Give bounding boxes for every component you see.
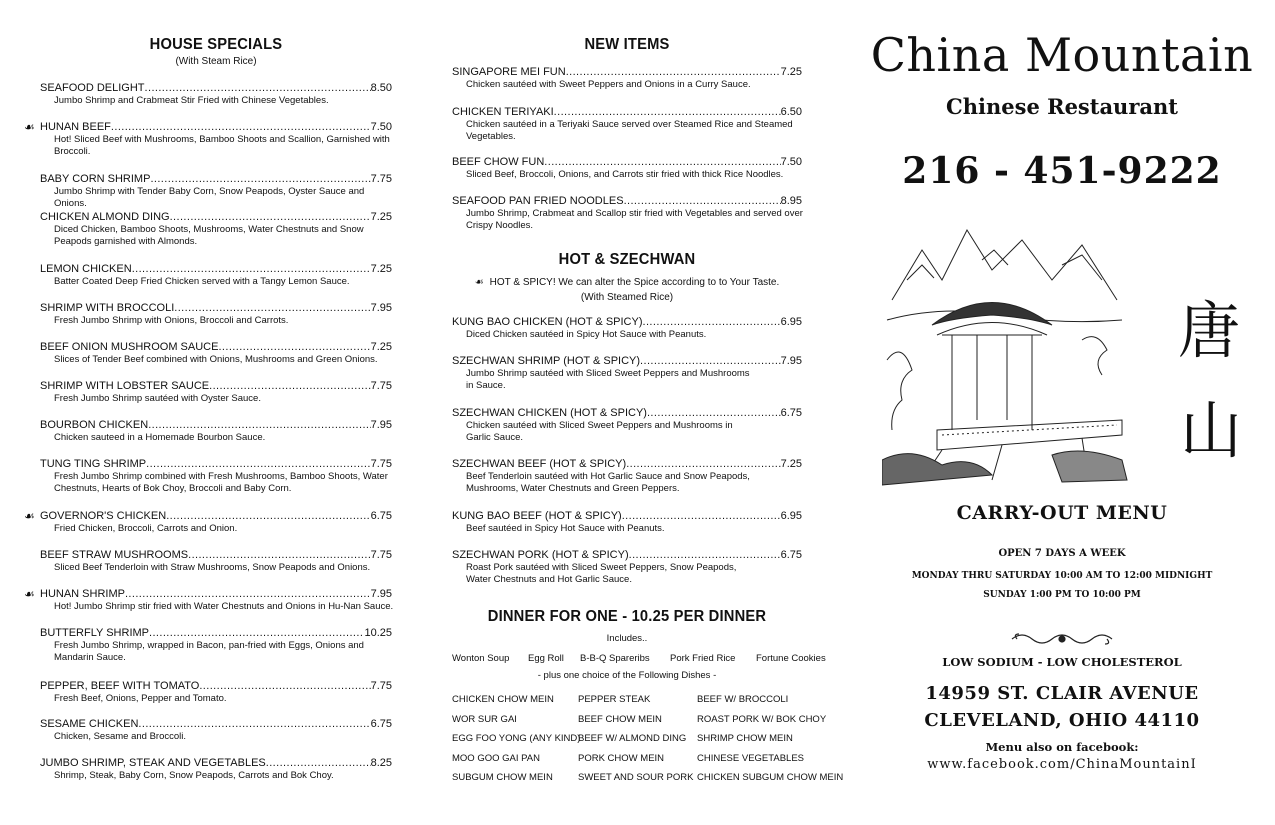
dinner-dish-option: SWEET AND SOUR PORK xyxy=(578,772,694,783)
menu-item-description: Chicken sautéed with Sliced Sweet Peppers and Mushrooms in Garlic Sauce. xyxy=(466,420,733,443)
menu-item-description: Chicken sautéed with Sweet Peppers and Onions in a Curry Sauce. xyxy=(466,79,751,90)
menu-item-price: 7.25 xyxy=(370,341,392,353)
menu-item xyxy=(40,302,392,327)
leader-dots xyxy=(566,66,781,79)
address-line1: 14959 ST. CLAIR AVENUE xyxy=(925,683,1199,704)
menu-item xyxy=(40,263,392,288)
menu-item xyxy=(40,341,392,366)
menu-item xyxy=(40,211,392,248)
health-note: LOW SODIUM - LOW CHOLESTEROL xyxy=(942,655,1182,669)
dinner-dish-option: CHICKEN SUBGUM CHOW MEIN xyxy=(697,772,844,783)
menu-item-line xyxy=(40,82,392,95)
menu-item xyxy=(452,66,802,91)
leader-dots xyxy=(199,680,370,693)
menu-item-name: KUNG BAO CHICKEN (HOT & SPICY) xyxy=(452,316,643,328)
leader-dots xyxy=(266,757,371,770)
menu-item xyxy=(452,195,802,232)
hours-sunday: SUNDAY 1:00 PM TO 10:00 PM xyxy=(983,590,1141,600)
menu-item-description: Shrimp, Steak, Baby Corn, Snow Peapods, Carrots and Bok Choy. xyxy=(54,770,334,781)
menu-item-name: SHRIMP WITH LOBSTER SAUCE xyxy=(40,380,210,392)
menu-item xyxy=(452,156,802,181)
menu-item xyxy=(40,419,392,444)
menu-item-name: SEAFOOD DELIGHT xyxy=(40,82,145,94)
menu-item-line xyxy=(40,380,392,393)
menu-item-line xyxy=(40,549,392,562)
dinner-dish-option: WOR SUR GAI xyxy=(452,713,517,725)
hours-weekday: MONDAY THRU SATURDAY 10:00 AM TO 12:00 MIDNIGHT xyxy=(911,571,1213,581)
dinner-for-one-title: DINNER FOR ONE - 10.25 PER DINNER xyxy=(487,608,767,625)
menu-item-description: Fresh Jumbo Shrimp with Onions, Broccoli and Carrots. xyxy=(54,315,289,326)
menu-item-price: 7.75 xyxy=(370,680,392,692)
menu-item-price: 6.95 xyxy=(780,316,802,328)
menu-item-name: TUNG TING SHRIMP xyxy=(40,458,147,470)
menu-item-price: 7.50 xyxy=(780,156,802,168)
dinner-side-item: Wonton Soup xyxy=(452,653,510,664)
menu-item-line xyxy=(40,302,392,315)
menu-item-name: BUTTERFLY SHRIMP xyxy=(40,627,149,639)
leader-dots xyxy=(132,263,371,276)
menu-item-description: Jumbo Shrimp with Tender Baby Corn, Snow Peapods, Oyster Sauce and Onions. xyxy=(54,186,365,209)
menu-item xyxy=(452,549,802,586)
leader-dots xyxy=(209,380,370,393)
menu-item-description: Fresh Beef, Onions, Pepper and Tomato. xyxy=(54,693,227,704)
menu-item-line xyxy=(40,510,392,523)
dinner-dish-option: PORK CHOW MEIN xyxy=(578,752,665,764)
restaurant-tagline: Chinese Restaurant xyxy=(946,94,1178,119)
leader-dots xyxy=(166,510,370,523)
pepper-icon: ☙ xyxy=(24,587,35,601)
scroll-ornament-icon xyxy=(1007,630,1117,648)
menu-item-price: 7.25 xyxy=(370,211,392,223)
dinner-dish-option: BEEF CHOW MEIN xyxy=(578,713,662,725)
menu-item xyxy=(452,106,802,143)
menu-item-name: SZECHWAN SHRIMP (HOT & SPICY) xyxy=(452,355,641,367)
dinner-dish-option: PEPPER STEAK xyxy=(578,694,651,705)
menu-item-line xyxy=(452,407,802,420)
menu-item-price: 6.95 xyxy=(780,510,802,522)
menu-item-name: PEPPER, BEEF WITH TOMATO xyxy=(40,680,200,692)
menu-item xyxy=(452,458,802,495)
menu-item-price: 6.75 xyxy=(780,549,802,561)
dinner-includes: Includes.. xyxy=(606,633,648,644)
dinner-dish-option: EGG FOO YONG (ANY KIND) xyxy=(452,733,581,744)
menu-item-line xyxy=(452,355,802,368)
menu-item xyxy=(40,173,392,210)
menu-item-price: 8.50 xyxy=(370,82,392,94)
house-specials-title: HOUSE SPECIALS xyxy=(149,36,283,53)
dinner-dish-option: ROAST PORK W/ BOK CHOY xyxy=(697,713,827,725)
menu-item-description: Jumbo Shrimp sautéed with Sliced Sweet Peppers and Mushrooms in Sauce. xyxy=(466,368,750,391)
menu-item-line xyxy=(40,211,392,224)
menu-item-price: 7.50 xyxy=(370,121,392,133)
menu-item-name: BEEF STRAW MUSHROOMS xyxy=(40,549,189,561)
menu-item-name: SHRIMP WITH BROCCOLI xyxy=(40,302,175,314)
leader-dots xyxy=(170,211,371,224)
menu-item-line xyxy=(40,419,392,432)
menu-item-price: 7.95 xyxy=(780,355,802,367)
leader-dots xyxy=(643,316,781,329)
menu-item-price: 7.25 xyxy=(780,458,802,470)
menu-item-name: CHICKEN ALMOND DING xyxy=(40,211,170,223)
leader-dots xyxy=(188,549,370,562)
dinner-side-item: Egg Roll xyxy=(528,653,564,664)
menu-item-description: Sliced Beef, Broccoli, Onions, and Carrots stir fried with thick Rice Noodles. xyxy=(466,169,784,180)
menu-item-price: 7.95 xyxy=(370,419,392,431)
menu-item xyxy=(452,407,802,444)
menu-item xyxy=(24,509,392,535)
restaurant-name: China Mountain xyxy=(870,28,1254,82)
leader-dots xyxy=(622,510,781,523)
phone-number: 216 - 451-9222 xyxy=(902,150,1222,192)
dinner-dish-option: SHRIMP CHOW MEIN xyxy=(697,733,793,744)
hot-szechwan-title: HOT & SZECHWAN xyxy=(558,251,696,268)
menu-item-name: GOVERNOR'S CHICKEN xyxy=(40,510,167,522)
dinner-dish-option: CHICKEN CHOW MEIN xyxy=(452,694,554,705)
menu-item-name: BEEF ONION MUSHROOM SAUCE xyxy=(40,341,219,353)
menu-item-price: 7.95 xyxy=(370,302,392,314)
menu-item-price: 7.75 xyxy=(370,173,392,185)
menu-item-description: Hot! Jumbo Shrimp stir fried with Water Chestnuts and Onions in Hu-Nan Sauce. xyxy=(54,601,394,612)
menu-item-name: BEEF CHOW FUN xyxy=(452,156,545,168)
menu-item-line xyxy=(40,458,392,471)
leader-dots xyxy=(111,121,371,134)
dinner-dish-option: CHINESE VEGETABLES xyxy=(697,752,804,764)
menu-item-line xyxy=(452,549,802,562)
menu-item-price: 7.75 xyxy=(370,380,392,392)
menu-type: CARRY-OUT MENU xyxy=(956,502,1168,524)
house-specials-subtitle: (With Steam Rice) xyxy=(175,56,257,67)
dinner-dish-option: SUBGUM CHOW MEIN xyxy=(452,772,553,783)
hours-headline: OPEN 7 DAYS A WEEK xyxy=(998,548,1126,559)
menu-item-price: 7.95 xyxy=(370,588,392,600)
menu-item-description: Fried Chicken, Broccoli, Carrots and Onion. xyxy=(54,523,238,534)
menu-item-line xyxy=(40,341,392,354)
menu-item-description: Diced Chicken sautéed in Spicy Hot Sauce with Peanuts. xyxy=(466,329,707,340)
menu-item-description: Jumbo Shrimp and Crabmeat Stir Fried with Chinese Vegetables. xyxy=(54,95,329,106)
menu-item xyxy=(40,680,392,705)
dinner-dish-option: BEEF W/ BROCCOLI xyxy=(697,694,789,705)
pepper-icon: ☙ xyxy=(24,509,35,523)
dinner-dishes-grid xyxy=(452,694,842,794)
dinner-side-item: Pork Fried Rice xyxy=(670,653,736,664)
menu-item-price: 6.50 xyxy=(780,106,802,118)
menu-item-price: 7.25 xyxy=(370,263,392,275)
menu-item xyxy=(40,380,392,405)
pepper-icon: ☙ xyxy=(474,277,484,288)
menu-item-name: LEMON CHICKEN xyxy=(40,263,132,275)
menu-item-description: Batter Coated Deep Fried Chicken served with a Tangy Lemon Sauce. xyxy=(54,276,350,287)
menu-item-name: BABY CORN SHRIMP xyxy=(40,173,151,185)
leader-dots xyxy=(149,627,364,640)
hot-szechwan-note-text: HOT & SPICY! We can alter the Spice according to to Your Taste. xyxy=(489,277,780,288)
dinner-side-item: B-B-Q Spareribs xyxy=(580,653,650,664)
leader-dots xyxy=(624,195,781,208)
leader-dots xyxy=(174,302,370,315)
facebook-url[interactable]: www.facebook.com/ChinaMountainI xyxy=(927,757,1197,772)
chinese-char-shan: 山 xyxy=(1180,394,1243,467)
menu-item-name: BOURBON CHICKEN xyxy=(40,419,149,431)
menu-item-line xyxy=(452,106,802,119)
dinner-side-item: Fortune Cookies xyxy=(756,653,826,664)
leader-dots xyxy=(138,718,370,731)
menu-item-description: Fresh Jumbo Shrimp combined with Fresh Mushrooms, Bamboo Shoots, Water Chestnuts, Hearts of Bok Choy, Broccoli and Baby Corn. xyxy=(54,471,388,494)
menu-item-description: Beef Tenderloin sautéed with Hot Garlic Sauce and Snow Peapods, Mushrooms, Water Chestnuts and Green Peppers. xyxy=(466,471,750,494)
menu-item xyxy=(40,549,392,574)
menu-item-name: SEAFOOD PAN FRIED NOODLES xyxy=(452,195,624,207)
menu-item-price: 7.25 xyxy=(780,66,802,78)
menu-item-name: HUNAN SHRIMP xyxy=(40,588,125,600)
menu-item-description: Beef sautéed in Spicy Hot Sauce with Peanuts. xyxy=(466,523,665,534)
menu-item-price: 7.75 xyxy=(370,458,392,470)
menu-item-line xyxy=(40,718,392,731)
hot-szechwan-subtitle: (With Steamed Rice) xyxy=(580,292,674,303)
leader-dots xyxy=(146,458,370,471)
menu-item-line xyxy=(452,195,802,208)
leader-dots xyxy=(125,588,371,601)
menu-item-line xyxy=(452,66,802,79)
menu-item xyxy=(40,458,392,495)
menu-item-name: HUNAN BEEF xyxy=(40,121,111,133)
pagoda-landscape-illustration xyxy=(882,210,1132,490)
facebook-note: Menu also on facebook: xyxy=(985,740,1139,754)
dinner-sides-row xyxy=(452,653,826,667)
menu-item-line xyxy=(40,757,392,770)
menu-item xyxy=(24,587,394,613)
leader-dots xyxy=(554,106,781,119)
menu-item-price: 6.75 xyxy=(370,510,392,522)
menu-item xyxy=(452,316,802,341)
menu-item-line xyxy=(452,458,802,471)
menu-item xyxy=(24,120,392,158)
dinner-choice-note: - plus one choice of the Following Dishes - xyxy=(537,670,717,681)
leader-dots xyxy=(145,82,371,95)
menu-item-line xyxy=(40,588,392,601)
menu-item-line xyxy=(40,263,392,276)
menu-item-line xyxy=(40,680,392,693)
menu-item-name: JUMBO SHRIMP, STEAK AND VEGETABLES xyxy=(40,757,266,769)
menu-item-line xyxy=(452,156,802,169)
menu-item-name: SZECHWAN CHICKEN (HOT & SPICY) xyxy=(452,407,647,419)
menu-item-description: Jumbo Shrimp, Crabmeat and Scallop stir fried with Vegetables and served over Crispy Noodles. xyxy=(466,208,803,231)
menu-item-name: SZECHWAN PORK (HOT & SPICY) xyxy=(452,549,629,561)
hot-szechwan-note xyxy=(452,277,802,288)
menu-item-description: Slices of Tender Beef combined with Onions, Mushrooms and Green Onions. xyxy=(54,354,378,365)
menu-item-price: 7.75 xyxy=(370,549,392,561)
menu-item xyxy=(40,627,392,664)
menu-item xyxy=(452,510,802,535)
menu-item-description: Chicken sauteed in a Homemade Bourbon Sauce. xyxy=(54,432,266,443)
menu-item-description: Fresh Jumbo Shrimp, wrapped in Bacon, pan-fried with Eggs, Onions and Mandarin Sauce. xyxy=(54,640,364,663)
leader-dots xyxy=(647,407,781,420)
menu-item-line xyxy=(40,173,392,186)
dinner-dish-option: MOO GOO GAI PAN xyxy=(452,752,540,764)
dinner-dish-option: BEEF W/ ALMOND DING xyxy=(578,733,687,744)
menu-item-price: 8.95 xyxy=(780,195,802,207)
menu-item-line xyxy=(40,121,392,134)
menu-item xyxy=(40,757,392,782)
menu-item-name: KUNG BAO BEEF (HOT & SPICY) xyxy=(452,510,622,522)
chinese-char-tang: 唐 xyxy=(1178,294,1241,367)
leader-dots xyxy=(629,549,781,562)
menu-item-description: Fresh Jumbo Shrimp sautéed with Oyster Sauce. xyxy=(54,393,261,404)
menu-item xyxy=(452,355,802,392)
menu-item-description: Hot! Sliced Beef with Mushrooms, Bamboo Shoots and Scallion, Garnished with Broccoli. xyxy=(54,134,390,157)
menu-item-description: Chicken, Sesame and Broccoli. xyxy=(54,731,187,742)
menu-item-name: SESAME CHICKEN xyxy=(40,718,139,730)
menu-item-price: 10.25 xyxy=(364,627,392,639)
menu-item-name: CHICKEN TERIYAKI xyxy=(452,106,554,118)
menu-item-description: Diced Chicken, Bamboo Shoots, Mushrooms, Water Chestnuts and Snow Peapods garnished with Almonds. xyxy=(54,224,364,247)
menu-item-line xyxy=(452,316,802,329)
menu-item-description: Sliced Beef Tenderloin with Straw Mushrooms, Snow Peapods and Onions. xyxy=(54,562,371,573)
menu-item-name: SZECHWAN BEEF (HOT & SPICY) xyxy=(452,458,627,470)
menu-item-description: Roast Pork sautéed with Sliced Sweet Peppers, Snow Peapods, Water Chestnuts and Hot Garlic Sauce. xyxy=(466,562,737,585)
menu-item-price: 8.25 xyxy=(370,757,392,769)
leader-dots xyxy=(544,156,780,169)
pepper-icon: ☙ xyxy=(24,120,35,134)
menu-item-name: SINGAPORE MEI FUN xyxy=(452,66,566,78)
leader-dots xyxy=(148,419,370,432)
menu-item-description: Chicken sautéed in a Teriyaki Sauce served over Steamed Rice and Steamed Vegetables. xyxy=(466,119,793,142)
menu-item-line xyxy=(452,510,802,523)
leader-dots xyxy=(626,458,780,471)
leader-dots xyxy=(150,173,370,186)
menu-item xyxy=(40,718,392,743)
leader-dots xyxy=(640,355,781,368)
menu-item xyxy=(40,82,392,107)
leader-dots xyxy=(218,341,370,354)
address-line2: CLEVELAND, OHIO 44110 xyxy=(924,710,1200,731)
new-items-title: NEW ITEMS xyxy=(584,36,670,53)
menu-item-price: 6.75 xyxy=(780,407,802,419)
menu-item-line xyxy=(40,627,392,640)
menu-item-price: 6.75 xyxy=(370,718,392,730)
